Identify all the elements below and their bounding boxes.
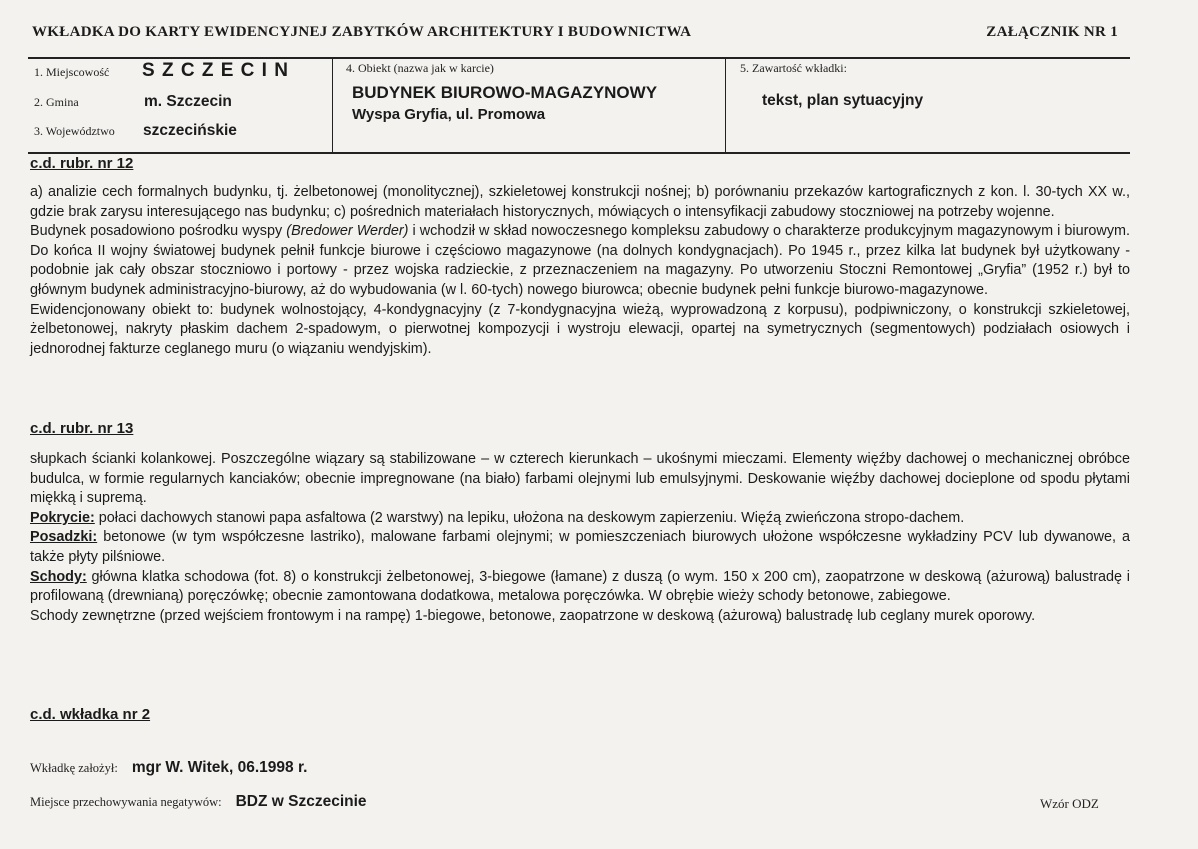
wkladka-heading: c.d. wkładka nr 2 [30, 706, 151, 723]
rubr13-heading: c.d. rubr. nr 13 [30, 420, 134, 437]
negatives-value: BDZ w Szczecinie [235, 793, 367, 810]
author-label: Wkładkę założył: [30, 761, 118, 775]
table-bottom-border [28, 152, 1130, 154]
rubr12-paragraph-3: Ewidencjonowany obiekt to: budynek wolnostojący, 4-kondygnacyjny (z 7-kondygnacyjna wieżą, wyprowadzoną z korpusu), podpiwniczony, o konstrukcji szkieletowej, żelbetonowej, nakryty płaskim dachem 2-spadowym, o pierwotnej kompozycji i wystroju elewacji, opartej na symetrycznych (segmentowych) podziałach osiowych i jednorodnej fakturze ceglanego muru (o wiązaniu wendyjskim). [30, 301, 1130, 357]
posadzki-text: betonowe (w tym współczesne lastriko), malowane farbami olejnymi; w pomieszczeniach biurowych ułożone współczesne wykładziny PCV lub dywanowe, a także płyty pilśniowe. [30, 529, 1130, 565]
pokrycie-text: połaci dachowych stanowi papa asfaltowa (2 warstwy) na lepiku, ułożona na deskowym zapierzeniu. Więźą zwieńczona stropo-dachem. [94, 509, 965, 526]
schody-label: Schody: [30, 568, 87, 585]
rubr12-body [30, 183, 1130, 359]
wojewodztwo-label: 3. Województwo [34, 124, 115, 138]
negatives-label: Miejsce przechowywania negatywów: [30, 795, 222, 809]
obiekt-name: BUDYNEK BIUROWO-MAGAZYNOWY [352, 83, 658, 102]
field-wojewodztwo [34, 122, 237, 140]
rubr12-p2-start: Budynek posadowiono pośrodku wyspy [30, 223, 287, 240]
miejscowosc-label: 1. Miejscowość [34, 65, 110, 79]
column-divider-2 [725, 57, 726, 152]
rubr12-p2-rest: i wchodził w skład nowoczesnego kompleksu zabudowy o charakterze produkcyjnym magazynowym i biurowym. Do końca II wojny światowej budynek pełnił funkcje biurowe i częściowo magazynowe (na dolnych kondygnacjach). Po 1945 r., przez kilka lat budynek był użytkowany - podobnie jak cały obszar stoczniowo i portowy - przez wojska radzieckie, z przeznaczeniem na magazyny. Po utworzeniu Stoczni Remontowej „Gryfia” (1952 r.) był to głównym budynek administracyjno-biurowy, aż do wybudowania (w l. 60-tych) nowego biurowca; obecnie budynek pełni funkcje biurowo-magazynowe. [30, 223, 1130, 298]
posadzki-paragraph [30, 528, 1130, 567]
obiekt-address: Wyspa Gryfia, ul. Promowa [352, 106, 546, 123]
zawartosc-label: 5. Zawartość wkładki: [740, 61, 847, 75]
obiekt-label: 4. Obiekt (nazwa jak w karcie) [346, 61, 494, 75]
rubr12-paragraph-2 [30, 222, 1130, 300]
schody-text: główna klatka schodowa (fot. 8) o konstrukcji żelbetonowej, 3-biegowe (łamane) z duszą (o wym. 150 x 200 cm), zaopatrzone w deskową (ażurową) balustradę i profilowaną (drewnianą) poręczówkę; obecnie zamontowana dodatkowa, metalowa poręczówka. W obrębie wieży schody betonowe, zabiegowe. [30, 568, 1130, 605]
rubr12-heading: c.d. rubr. nr 12 [30, 155, 134, 172]
field-gmina [34, 93, 232, 111]
column-divider-1 [332, 57, 333, 152]
rubr12-paragraph-1: a) analizie cech formalnych budynku, tj. żelbetonowej (monolitycznej), szkieletowej konstrukcji nośnej; b) porównaniu przekazów kartograficznych z kon. l. 30-tych XX w., gdzie brak zarysu interesującego nas budynku; c) pośrednich materiałach historycznych, mówiących o intensyfikacji zabudowy stoczniowej na potrzeby wojenne. [30, 184, 1130, 220]
rubr12-p2-italic: (Bredower Werder) [286, 223, 409, 240]
field-miejscowosc [34, 60, 289, 82]
footer-negatives [30, 793, 367, 811]
pokrycie-paragraph [30, 509, 1130, 529]
annex-number: ZAŁĄCZNIK NR 1 [986, 23, 1118, 40]
schody-paragraph [30, 568, 1130, 607]
rubr13-paragraph-1: słupkach ścianki kolankowej. Poszczególne wiązary są stabilizowane – w czterech kierunkach – ukośnymi mieczami. Elementy więźby dachowej o mechanicznej obróbce budulca, w formie regularnych kanciaków; obecnie impregnowane (na biało) farbami olejnymi lub emulsyjnymi. Deskowanie więźby dachowej docieplone od spodu płytami miękką i supremą. [30, 451, 1130, 507]
table-top-border [28, 57, 1130, 59]
wojewodztwo-value: szczecińskie [143, 122, 237, 139]
author-value: mgr W. Witek, 06.1998 r. [131, 759, 308, 776]
footer-author [30, 759, 307, 777]
pokrycie-label: Pokrycie: [30, 509, 95, 526]
posadzki-label: Posadzki: [30, 529, 98, 546]
rubr13-body [30, 450, 1130, 626]
page-header [32, 20, 1118, 44]
gmina-label: 2. Gmina [34, 95, 79, 109]
document-title: WKŁADKA DO KARTY EWIDENCYJNEJ ZABYTKÓW ARCHITEKTURY I BUDOWNICTWA [32, 23, 692, 40]
zawartosc-value: tekst, plan sytuacyjny [762, 92, 924, 109]
schody-paragraph-2: Schody zewnętrzne (przed wejściem frontowym i na rampę) 1-biegowe, betonowe, zaopatrzone w deskową (ażurową) balustradę lub ceglany murek oporowy. [30, 607, 1036, 624]
form-pattern: Wzór ODZ [1040, 796, 1099, 811]
miejscowosc-value: S Z C Z E C I N [142, 60, 289, 81]
gmina-value: m. Szczecin [144, 93, 232, 110]
